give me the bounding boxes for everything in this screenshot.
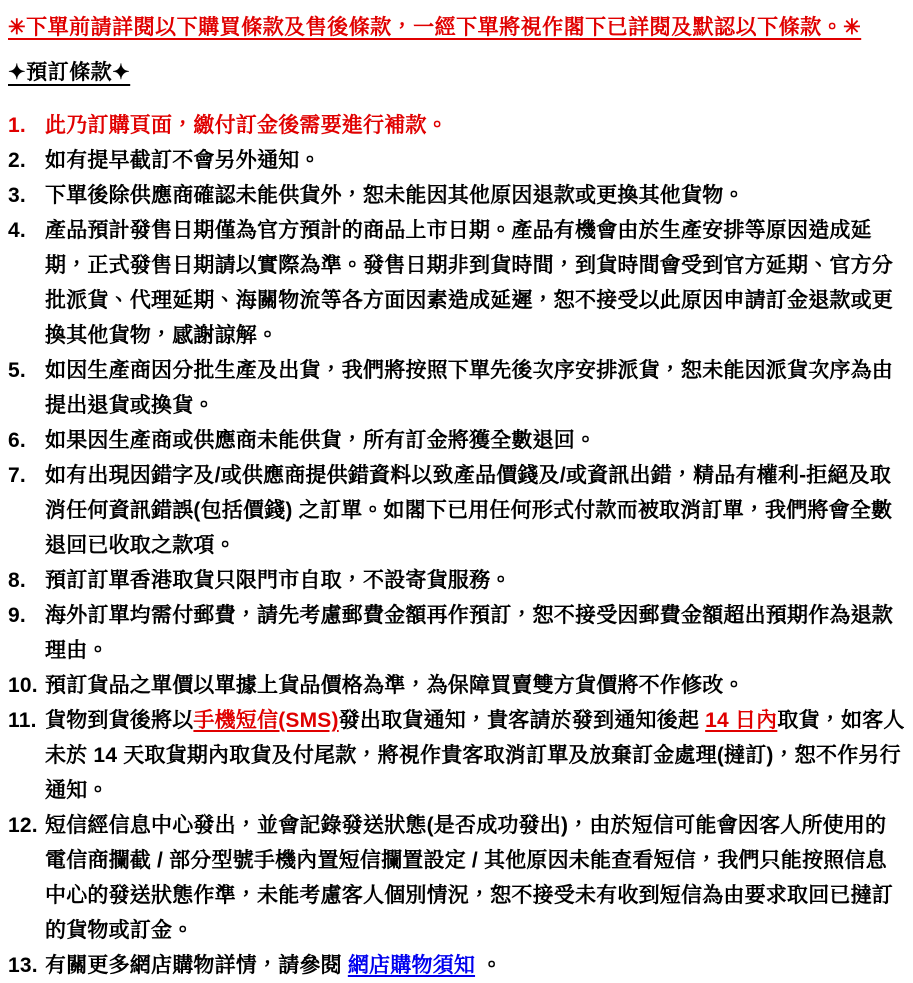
term-text-segment: 此乃訂購頁面，繳付訂金後需要進行補款。: [45, 114, 448, 137]
term-item-9: [8, 598, 905, 668]
term-number: 9.: [8, 604, 26, 627]
term-number: 2.: [8, 149, 26, 172]
term-text-segment: 如因生產商因分批生產及出貨，我們將按照下單先後次序安排派貨，恕未能因派貨次序為由提出退貨或換貨。: [45, 359, 893, 417]
terms-list: [8, 108, 905, 983]
term-item-11: [8, 703, 905, 808]
term-text: [45, 948, 905, 983]
term-item-10: [8, 668, 905, 703]
term-text: [45, 423, 905, 458]
term-text: [45, 213, 905, 353]
term-item-7: [8, 458, 905, 563]
term-text: [45, 668, 905, 703]
term-text-segment: 短信經信息中心發出，並會記錄發送狀態(是否成功發出)，由於短信可能會因客人所使用的電信商攔截 / 部分型號手機內置短信攔置設定 / 其他原因未能查看短信，我們只能按照信息中心的發送狀態作準，未能考慮客人個別情況，恕不接受未有收到短信為由要求取回已撻訂的貨物或訂金。: [45, 814, 893, 942]
preorder-warning-banner: ✳下單前請詳閱以下購買條款及售後條款，一經下單將視作閣下已詳閱及默認以下條款。✳: [8, 16, 862, 39]
store-shopping-notice-link[interactable]: 網店購物須知: [347, 954, 476, 977]
term-text-segment: 有關更多網店購物詳情，請參閱: [45, 954, 348, 977]
term-number: 3.: [8, 184, 26, 207]
term-number: 4.: [8, 219, 26, 242]
term-text-segment: 如有出現因錯字及/或供應商提供錯資料以致產品價錢及/或資訊出錯，精品有權利-拒絕及取消任何資訊錯誤(包括價錢) 之訂單。如閣下已用任何形式付款而被取消訂單，我們將會全數退回已收取之款項。: [45, 464, 893, 557]
term-number: 11.: [8, 709, 37, 732]
term-text: [45, 563, 905, 598]
red-underline-emphasis: 手機短信(SMS): [193, 709, 339, 732]
term-text-segment: 如有提早截訂不會另外通知。: [45, 149, 321, 172]
term-text: [45, 808, 905, 948]
term-text: [45, 703, 905, 808]
term-item-8: [8, 563, 905, 598]
term-number: 1.: [8, 114, 26, 137]
term-item-3: [8, 178, 905, 213]
term-number: 6.: [8, 429, 26, 452]
term-text-segment: 下單後除供應商確認未能供貨外，恕未能因其他原因退款或更換其他貨物。: [45, 184, 745, 207]
term-text-segment: 預訂訂單香港取貨只限門市自取，不設寄貨服務。: [45, 569, 512, 592]
term-text: [45, 108, 905, 143]
term-text-segment: 產品預計發售日期僅為官方預計的商品上市日期。產品有機會由於生產安排等原因造成延期，正式發售日期請以實際為準。發售日期非到貨時間，到貨時間會受到官方延期、官方分批派貨、代理延期、海關物流等各方面因素造成延遲，恕不接受以此原因申請訂金退款或更換其他貨物，感謝諒解。: [45, 219, 893, 347]
term-item-12: [8, 808, 905, 948]
term-number: 13.: [8, 954, 38, 977]
term-text-segment: 取貨，如客人未於 14 天取貨期內取貨及付尾款，將視作貴客取消訂單及放棄訂金處理(撻訂)，恕不作另行通知。: [45, 709, 905, 802]
term-text: [45, 353, 905, 423]
term-item-4: [8, 213, 905, 353]
term-text-segment: 如果因生產商或供應商未能供貨，所有訂金將獲全數退回。: [45, 429, 597, 452]
term-text: [45, 598, 905, 668]
term-item-5: [8, 353, 905, 423]
term-number: 10.: [8, 674, 38, 697]
section-heading-preorder-terms: ✦預訂條款✦: [8, 61, 131, 84]
term-text-segment: 發出取貨通知，貴客請於發到通知後起: [338, 709, 706, 732]
red-underline-emphasis: 14 日內: [705, 709, 778, 732]
term-text: [45, 458, 905, 563]
term-text: [45, 143, 905, 178]
term-number: 5.: [8, 359, 26, 382]
term-number: 7.: [8, 464, 26, 487]
term-text-segment: 貨物到貨後將以: [45, 709, 194, 732]
term-item-6: [8, 423, 905, 458]
term-item-13: [8, 948, 905, 983]
term-text-segment: 海外訂單均需付郵費，請先考慮郵費金額再作預訂，恕不接受因郵費金額超出預期作為退款理由。: [45, 604, 893, 662]
term-text: [45, 178, 905, 213]
term-text-segment: 。: [475, 954, 503, 977]
term-item-1: [8, 108, 905, 143]
term-text-segment: 預訂貨品之單價以單據上貨品價格為準，為保障買賣雙方貨價將不作修改。: [45, 674, 745, 697]
term-item-2: [8, 143, 905, 178]
term-number: 12.: [8, 814, 38, 837]
term-number: 8.: [8, 569, 26, 592]
